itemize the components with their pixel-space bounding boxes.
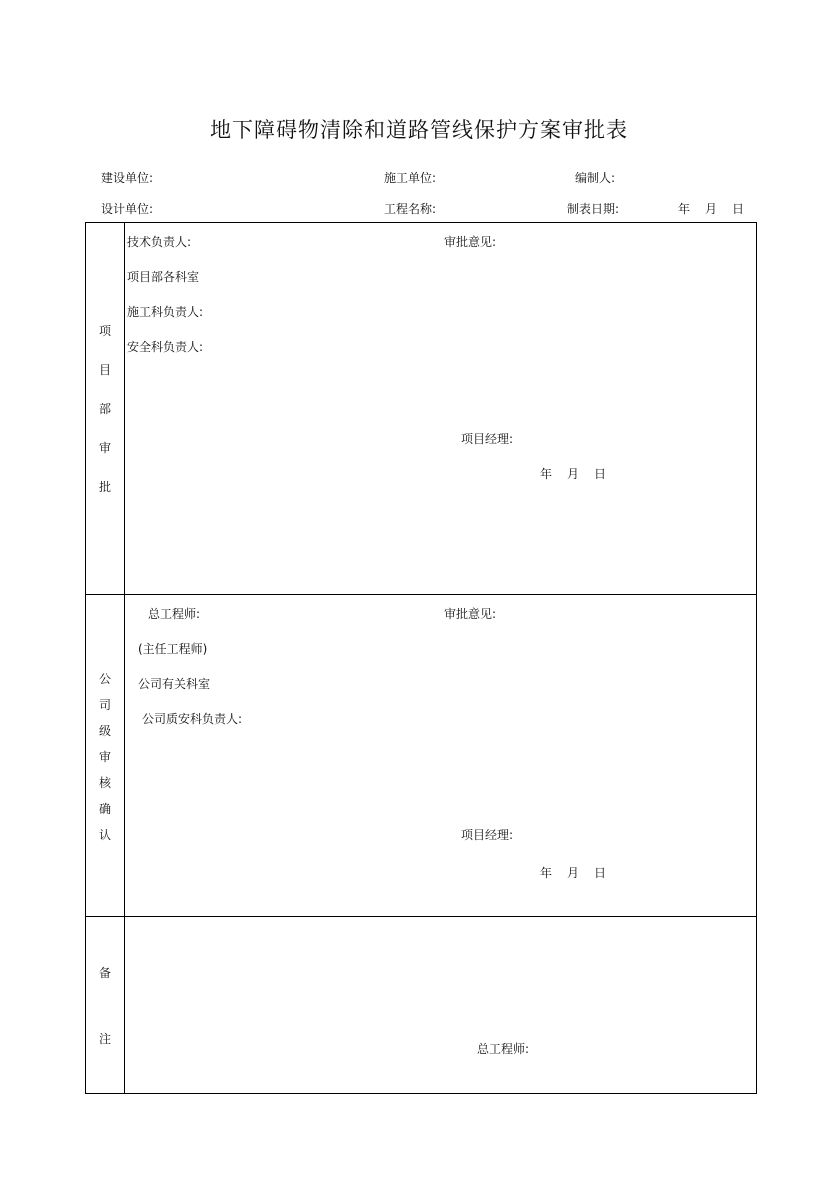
section2-side-char: 公: [98, 672, 111, 686]
section1-opinion-label: 审批意见:: [444, 235, 497, 249]
section2-side-char: 认: [98, 828, 111, 842]
section2-year: 年: [540, 866, 553, 880]
section2-side-char: 核: [98, 776, 111, 790]
section1-side-char: 审: [98, 441, 111, 455]
section1-side-char: 目: [98, 363, 111, 377]
date-label: 制表日期:: [567, 202, 620, 216]
departments-label: 项目部各科室: [127, 270, 200, 284]
section1-year: 年: [540, 467, 553, 481]
section2-manager-label: 项目经理:: [461, 828, 514, 842]
remarks-chief-engineer-label: 总工程师:: [477, 1042, 530, 1056]
project-name-label: 工程名称:: [384, 202, 437, 216]
header-day: 日: [732, 202, 745, 216]
qa-lead-label: 公司质安科负责人:: [142, 712, 243, 726]
section1-side-char: 部: [98, 402, 111, 416]
section2-side-char: 司: [98, 698, 111, 712]
construction-lead-label: 施工科负责人:: [127, 305, 204, 319]
section2-side-char: 审: [98, 750, 111, 764]
section1-month: 月: [567, 467, 580, 481]
tech-lead-label: 技术负责人:: [127, 235, 192, 249]
table-border-bottom: [85, 1093, 757, 1094]
section2-day: 日: [594, 866, 607, 880]
chief-engineer-label: 总工程师:: [148, 607, 201, 621]
section1-manager-label: 项目经理:: [461, 432, 514, 446]
section1-side-char: 项: [98, 324, 111, 338]
section2-side-char: 确: [98, 802, 111, 816]
table-divider-2: [85, 916, 757, 917]
section1-day: 日: [594, 467, 607, 481]
compiler-label: 编制人:: [575, 171, 616, 185]
header-month: 月: [705, 202, 718, 216]
chief-engineer-alt-label: (主任工程师): [138, 642, 208, 656]
section3-side-char: 注: [98, 1032, 111, 1046]
construction-unit-label: 施工单位:: [384, 171, 437, 185]
table-border-top: [85, 222, 757, 223]
table-divider-1: [85, 594, 757, 595]
section2-month: 月: [567, 866, 580, 880]
design-unit-label: 设计单位:: [101, 202, 154, 216]
section3-side-char: 备: [98, 966, 111, 980]
section1-side-char: 批: [98, 480, 111, 494]
company-departments-label: 公司有关科室: [138, 677, 211, 691]
build-unit-label: 建设单位:: [101, 171, 154, 185]
section2-opinion-label: 审批意见:: [444, 607, 497, 621]
safety-lead-label: 安全科负责人:: [127, 340, 204, 354]
section2-side-char: 级: [98, 724, 111, 738]
table-border-right: [756, 222, 757, 1094]
page-title: 地下障碍物清除和道路管线保护方案审批表: [210, 118, 628, 142]
header-year: 年: [678, 202, 691, 216]
